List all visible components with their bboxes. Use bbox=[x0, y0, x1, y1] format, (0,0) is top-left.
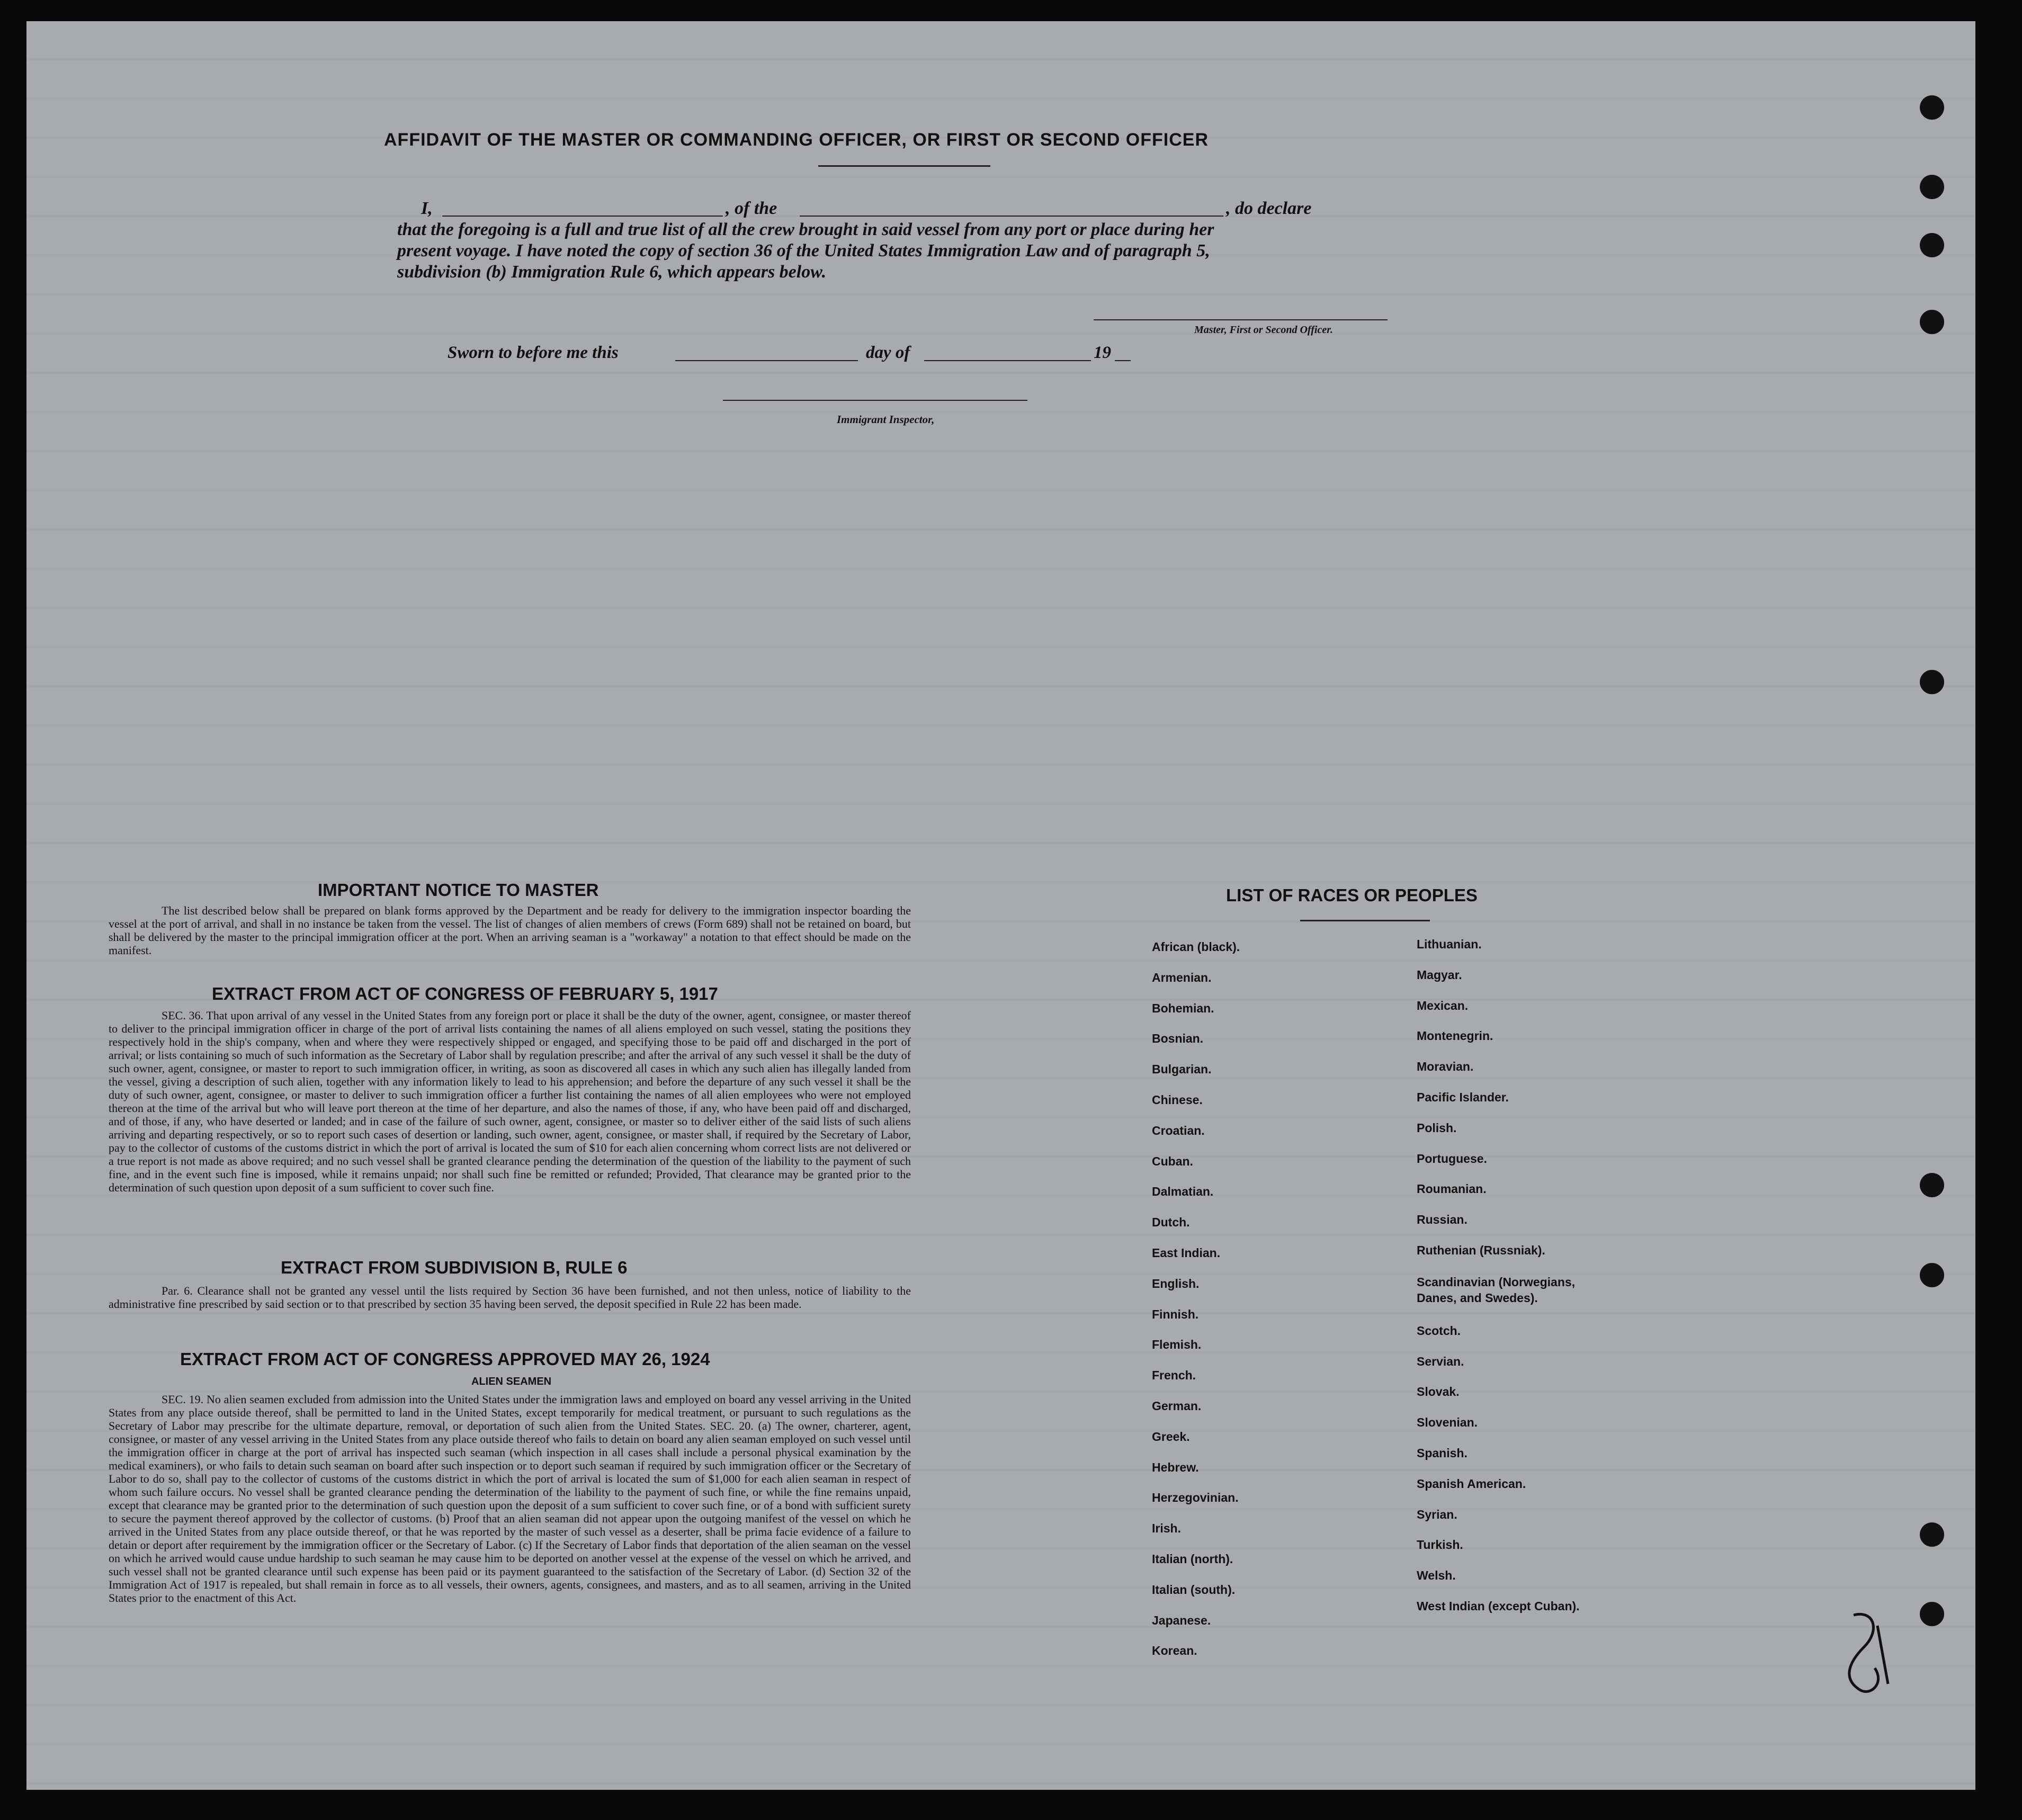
handwritten-mark bbox=[1838, 1610, 1901, 1700]
race-right-6: Polish. bbox=[1417, 1120, 1457, 1135]
race-left-13: Flemish. bbox=[1152, 1338, 1202, 1352]
race-left-8: Dalmatian. bbox=[1152, 1185, 1214, 1199]
inspector-caption: Immigrant Inspector, bbox=[837, 413, 935, 426]
race-left-15: German. bbox=[1152, 1398, 1202, 1413]
form-page bbox=[26, 21, 1975, 1790]
alien-seamen-subtitle: ALIEN SEAMEN bbox=[471, 1376, 552, 1387]
race-right-11: Scandinavian (Norwegians, Danes, and Swedes). bbox=[1417, 1275, 1576, 1305]
races-title-rule bbox=[1300, 920, 1430, 921]
sworn-year-blank[interactable] bbox=[1115, 360, 1131, 361]
declaration-line-2: that the foregoing is a full and true list of all the crew brought in said vessel from any port or place during her bbox=[397, 220, 1214, 239]
year-prefix: 19 bbox=[1094, 343, 1111, 362]
race-left-12: Finnish. bbox=[1152, 1307, 1199, 1321]
race-left-9: Dutch. bbox=[1152, 1215, 1190, 1230]
declaration-i: I, bbox=[421, 199, 433, 218]
inspector-signature-line[interactable] bbox=[723, 400, 1027, 401]
punch-hole-6 bbox=[1920, 1173, 1944, 1197]
race-left-0: African (black). bbox=[1152, 940, 1240, 954]
race-right-17: Spanish American. bbox=[1417, 1476, 1526, 1491]
vessel-blank[interactable] bbox=[800, 216, 1223, 217]
sworn-line bbox=[448, 343, 1189, 363]
extract-1917-text: SEC. 36. That upon arrival of any vessel in the United States from any foreign port or place it shall be the duty of the owner, agent, consignee, or master thereof to deliver to the principal immigration officer in charge of the port of arrival lists containing the names of all aliens employed on such vessel, stating the positions they respectively hold in the ship's company, when and where they were respectively shipped or engaged, and specifying those to be paid off and discharged in the port of arrival; or lists containing so much of such information as the Secretary of Labor shall by regulation prescribe; and after the arrival of any such vessel it shall be the duty of such owner, agent, consignee, or master to report to such immigration officer, in writing, as soon as discovered all cases in which any such alien has illegally landed from the vessel, giving a description of such alien, together with any information likely to lead to his apprehension; and before the departure of any such vessel it shall be the duty of such owner, agent, consignee, or master to deliver to such immigration officer a further list containing the names of all alien employees who were not employed thereon at the time of the arrival but who will leave port thereon at the time of her departure, and also the names of those, if any, who have been paid off and discharged, and of those, if any, who have deserted or landed; and in case of the failure of such owner, agent, consignee, or master so to deliver either of the said lists of such aliens arriving and departing respectively, or so to report such cases of desertion or landing, such owner, agent, consignee, or master shall, if required by the Secretary of Labor, pay to the collector of customs of the customs district in which the port of arrival is located the sum of $10 for each alien concerning whom correct lists are not delivered or a true report is not made as above required; and no such vessel shall be granted clearance pending the determination of the question of the liability to the payment of such fine, and in the event such fine is imposed, while it remains unpaid; nor shall such fine be remitted or refunded; Provided, That clearance may be granted prior to the determination of such question upon deposit of a sum sufficient to cover such fine. bbox=[109, 1009, 911, 1194]
punch-hole-8 bbox=[1920, 1522, 1944, 1547]
race-right-2: Mexican. bbox=[1417, 998, 1469, 1012]
race-right-9: Russian. bbox=[1417, 1213, 1468, 1227]
race-left-23: Korean. bbox=[1152, 1644, 1197, 1658]
race-left-4: Bulgarian. bbox=[1152, 1062, 1212, 1077]
declaration-line-4: subdivision (b) Immigration Rule 6, which appears below. bbox=[397, 262, 827, 282]
race-right-3: Montenegrin. bbox=[1417, 1029, 1493, 1043]
punch-hole-9 bbox=[1920, 1602, 1944, 1626]
race-right-20: Welsh. bbox=[1417, 1568, 1456, 1583]
race-right-19: Turkish. bbox=[1417, 1538, 1463, 1552]
race-right-4: Moravian. bbox=[1417, 1060, 1474, 1074]
race-left-1: Armenian. bbox=[1152, 970, 1212, 984]
race-right-18: Syrian. bbox=[1417, 1507, 1457, 1521]
sworn-day-blank[interactable] bbox=[675, 360, 858, 361]
races-right-column bbox=[1417, 937, 1629, 1630]
punch-hole-2 bbox=[1920, 175, 1944, 199]
signature-line[interactable] bbox=[1094, 319, 1388, 320]
race-right-0: Lithuanian. bbox=[1417, 937, 1482, 951]
race-left-16: Greek. bbox=[1152, 1429, 1190, 1444]
extract-1924-title: EXTRACT FROM ACT OF CONGRESS APPROVED MAY 26, 1924 bbox=[180, 1349, 710, 1369]
declaration-do-declare: , do declare bbox=[1226, 199, 1312, 218]
race-right-16: Spanish. bbox=[1417, 1446, 1468, 1460]
extract-1917-title: EXTRACT FROM ACT OF CONGRESS OF FEBRUARY 5, 1917 bbox=[212, 984, 718, 1003]
punch-hole-4 bbox=[1920, 310, 1944, 334]
name-blank[interactable] bbox=[442, 216, 723, 217]
race-right-8: Roumanian. bbox=[1417, 1182, 1487, 1196]
race-left-3: Bosnian. bbox=[1152, 1032, 1204, 1046]
race-left-18: Herzegovinian. bbox=[1152, 1491, 1239, 1505]
signature-caption: Master, First or Second Officer. bbox=[1194, 324, 1333, 336]
punch-hole-7 bbox=[1920, 1263, 1944, 1287]
extract-1924-text: SEC. 19. No alien seamen excluded from admission into the United States under the immigration laws and employed on board any vessel arriving in the United States from any place outside thereof, shall be permitted to land in the United States, except temporarily for medical treatment, or pursuant to such regulations as the Secretary of Labor may prescribe for the ultimate departure, removal, or deportation of such alien from the United States. SEC. 20. (a) The owner, charterer, agent, consignee, or master of any vessel arriving in the United States from any place outside thereof who fails to detain on board any alien seaman employed on such vessel until the immigration officer in charge at the port of arrival has inspected such seaman (which inspection in all cases shall include a personal physical examination by the medical examiners), or who fails to detain such seaman on board after such inspection or to deport such seaman if required by such immigration officer or the Secretary of Labor to do so, shall pay to the collector of customs of the customs district in which the port of arrival is located the sum of $1,000 for each alien seaman in respect of whom such failure occurs. No vessel shall be granted clearance pending the determination of the liability to the payment of such fine, or while the fine remains unpaid, except that clearance may be granted prior to the determination of such question upon the deposit of a sum sufficient to cover such fine, or of a bond with sufficient surety to secure the payment thereof approved by the collector of customs. (b) Proof that an alien seaman did not appear upon the outgoing manifest of the vessel on which he arrived in the United States from any place outside thereof, or that he was reported by the master of such vessel as a deserter, shall be prima facie evidence of a failure to detain or deport after requirement by the immigration officer or the Secretary of Labor. (c) If the Secretary of Labor finds that deportation of the alien seaman on the vessel on which he arrived would cause undue hardship to such seaman he may cause him to be deported on another vessel at the expense of the vessel on which he arrived, and such vessel shall not be granted clearance until such expense has been paid or its payment guaranteed to the satisfaction of the Secretary of Labor. (d) Section 32 of the Immigration Act of 1917 is repealed, but shall remain in force as to all vessels, their owners, agents, consignees, and masters, and as to all seamen, arriving in the United States prior to the enactment of this Act. bbox=[109, 1393, 911, 1604]
declaration-line-3: present voyage. I have noted the copy of section 36 of the United States Immigration Law and of paragraph 5, bbox=[397, 241, 1210, 261]
affidavit-title-rule bbox=[818, 165, 990, 167]
race-left-17: Hebrew. bbox=[1152, 1460, 1199, 1474]
sworn-month-blank[interactable] bbox=[924, 360, 1091, 361]
races-title: LIST OF RACES OR PEOPLES bbox=[1226, 885, 1478, 905]
rule6-title: EXTRACT FROM SUBDIVISION B, RULE 6 bbox=[281, 1258, 628, 1277]
race-right-10: Ruthenian (Russniak). bbox=[1417, 1243, 1545, 1257]
notice-text: The list described below shall be prepared on blank forms approved by the Department and be ready for delivery to the immigration inspector boarding the vessel at the port of arrival, and shall in no instance be taken from the vessel. The list of changes of alien members of crews (Form 689) shall not be retained on board, but shall be delivered by the master to the principal immigration officer at the port. When an arriving seaman is a "workaway" a notation to that effect should be made on the manifest. bbox=[109, 904, 911, 957]
race-left-7: Cuban. bbox=[1152, 1154, 1193, 1168]
race-right-15: Slovenian. bbox=[1417, 1415, 1478, 1430]
race-left-20: Italian (north). bbox=[1152, 1552, 1233, 1566]
race-right-12: Scotch. bbox=[1417, 1323, 1461, 1338]
declaration-of-the: , of the bbox=[726, 199, 777, 218]
race-left-2: Bohemian. bbox=[1152, 1001, 1214, 1015]
race-right-21: West Indian (except Cuban). bbox=[1417, 1599, 1580, 1613]
race-right-13: Servian. bbox=[1417, 1354, 1464, 1368]
race-left-14: French. bbox=[1152, 1368, 1196, 1383]
race-left-10: East Indian. bbox=[1152, 1245, 1221, 1260]
race-right-14: Slovak. bbox=[1417, 1385, 1460, 1399]
race-right-1: Magyar. bbox=[1417, 967, 1462, 982]
affidavit-title: AFFIDAVIT OF THE MASTER OR COMMANDING OFFICER, OR FIRST OR SECOND OFFICER bbox=[384, 130, 1209, 150]
race-left-21: Italian (south). bbox=[1152, 1582, 1236, 1597]
race-left-19: Irish. bbox=[1152, 1521, 1181, 1536]
race-right-7: Portuguese. bbox=[1417, 1151, 1487, 1165]
day-of-label: day of bbox=[866, 343, 910, 362]
punch-hole-5 bbox=[1920, 670, 1944, 694]
punch-hole-3 bbox=[1920, 233, 1944, 257]
rule6-text: Par. 6. Clearance shall not be granted any vessel until the lists required by Section 36 have been furnished, and not then unless, notice of liability to the administrative fine prescribed by said section or to that prescribed by section 35 having been served, the deposit specified in Rule 22 has been made. bbox=[109, 1284, 911, 1311]
race-left-11: English. bbox=[1152, 1276, 1200, 1290]
race-right-5: Pacific Islander. bbox=[1417, 1090, 1509, 1104]
races-left-column bbox=[1152, 940, 1311, 1674]
race-left-6: Croatian. bbox=[1152, 1123, 1205, 1137]
race-left-22: Japanese. bbox=[1152, 1613, 1211, 1627]
race-left-5: Chinese. bbox=[1152, 1092, 1203, 1107]
notice-title: IMPORTANT NOTICE TO MASTER bbox=[318, 880, 599, 900]
punch-hole-1 bbox=[1920, 95, 1944, 120]
sworn-label: Sworn to before me this bbox=[448, 343, 619, 362]
